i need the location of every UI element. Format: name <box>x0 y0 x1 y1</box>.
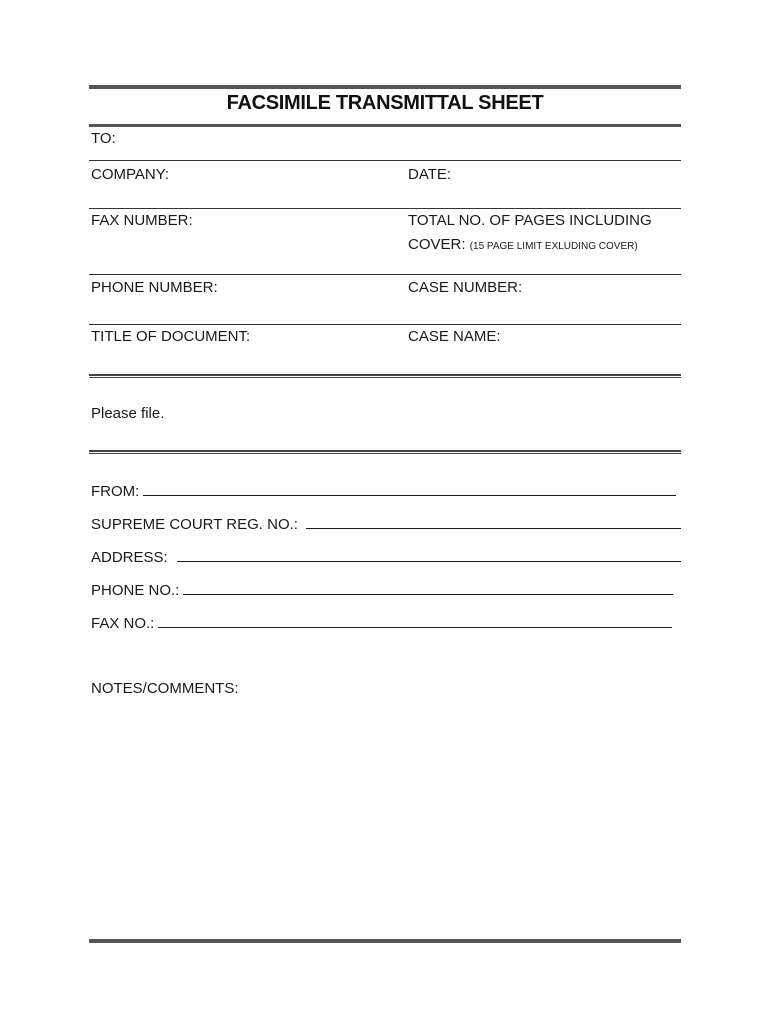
supreme-court-field <box>91 514 681 533</box>
company-label: COMPANY: <box>91 166 170 183</box>
case-name-label: CASE NAME: <box>408 328 501 345</box>
fax-rule <box>89 274 681 275</box>
cover-label: COVER: <box>408 236 466 253</box>
bottom-rule <box>89 939 681 943</box>
address-field <box>91 547 681 566</box>
cover-note: (15 PAGE LIMIT EXLUDING COVER) <box>469 241 638 252</box>
supreme-court-label: SUPREME COURT REG. NO.: <box>91 516 298 533</box>
address-label: ADDRESS: <box>91 549 168 566</box>
total-pages-label: TOTAL NO. OF PAGES INCLUDING <box>408 212 652 229</box>
notes-label: NOTES/COMMENTS: <box>91 680 239 697</box>
phone-no-field <box>91 580 681 599</box>
section-rule-top <box>89 374 681 376</box>
from-field <box>91 481 681 500</box>
to-rule <box>89 160 681 161</box>
title-of-document-label: TITLE OF DOCUMENT: <box>91 328 251 345</box>
phone-number-label: PHONE NUMBER: <box>91 279 218 296</box>
phone-no-blank[interactable] <box>183 580 673 595</box>
title-rule <box>89 124 681 127</box>
fax-number-label: FAX NUMBER: <box>91 212 193 229</box>
from-label: FROM: <box>91 483 140 500</box>
section-rule-bottom <box>89 377 681 378</box>
address-blank[interactable] <box>177 547 681 562</box>
date-label: DATE: <box>408 166 452 183</box>
top-rule <box>89 85 681 89</box>
cover-line <box>408 236 638 253</box>
phone-no-label: PHONE NO.: <box>91 582 180 599</box>
company-rule <box>89 208 681 209</box>
message-rule-top <box>89 450 681 452</box>
to-label: TO: <box>91 130 116 147</box>
message-rule-bottom <box>89 453 681 454</box>
from-blank[interactable] <box>143 481 676 496</box>
fax-no-field <box>91 613 681 632</box>
phone-rule <box>89 324 681 325</box>
message-text: Please file. <box>91 405 165 422</box>
page-title: FACSIMILE TRANSMITTAL SHEET <box>226 92 544 114</box>
supreme-court-blank[interactable] <box>306 514 681 529</box>
case-number-label: CASE NUMBER: <box>408 279 523 296</box>
fax-no-blank[interactable] <box>158 613 672 628</box>
fax-no-label: FAX NO.: <box>91 615 155 632</box>
